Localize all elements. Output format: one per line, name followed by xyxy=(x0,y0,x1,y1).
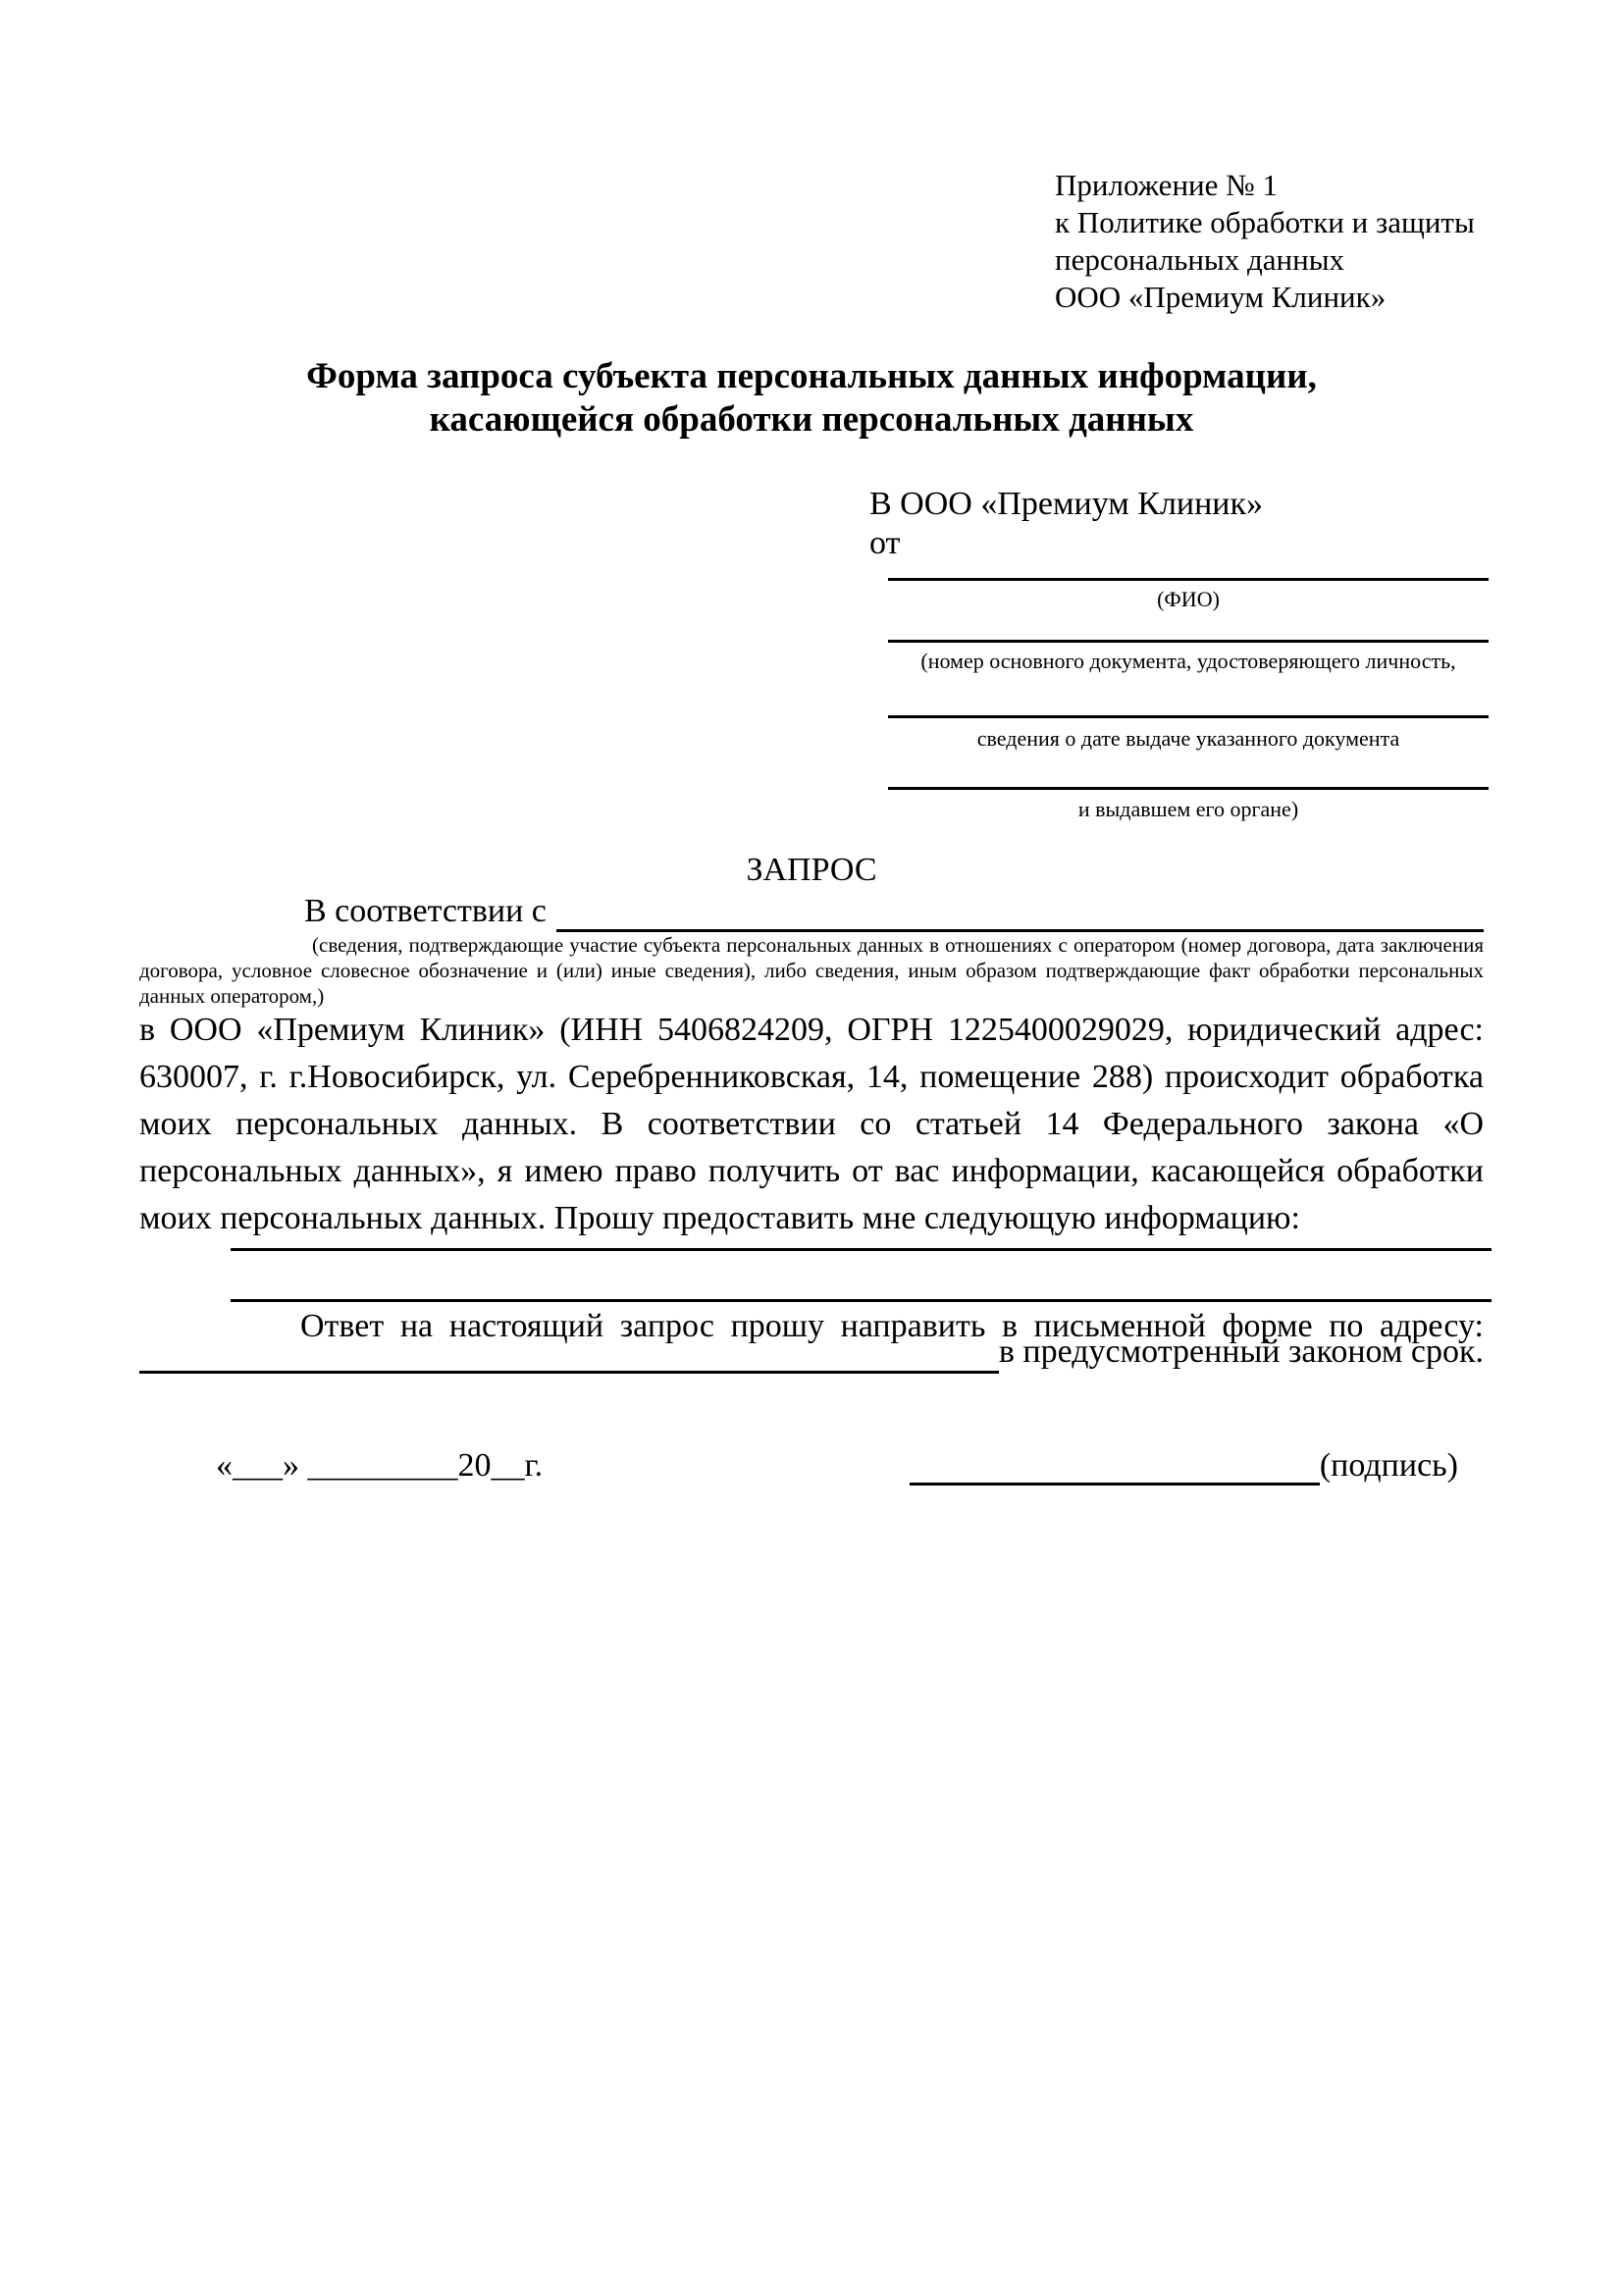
issue-date-fill-line xyxy=(888,715,1489,718)
accordance-row xyxy=(139,891,1484,932)
title-line-1: Форма запроса субъекта персональных данных информации, xyxy=(306,356,1317,396)
request-heading: ЗАПРОС xyxy=(746,852,877,888)
fio-fill-line xyxy=(888,578,1489,581)
request-body-paragraph: в ООО «Премиум Клиник» (ИНН 5406824209, ОГРН 1225400029029, юридический адрес: 630007, г. г.Новосибирск, ул. Серебренниковская, 14, помещение 288) происходит обработка моих персональных данных. В соответствии со статьей 14 Федерального закона «О персональных данных», я имею право получить от вас информации, касающейся обработки моих персональных данных. Прошу предоставить мне следующую информацию: xyxy=(139,1012,1484,1236)
signature-block xyxy=(910,1446,1458,1486)
appendix-line: персональных данных xyxy=(1055,242,1345,277)
appendix-block xyxy=(1055,167,1475,316)
info-fill-line-2 xyxy=(231,1299,1492,1302)
date-fill-text: «___» _________20__г. xyxy=(216,1447,544,1484)
addressee-block xyxy=(869,485,1263,563)
document-title xyxy=(139,355,1484,442)
signature-caption: (подпись) xyxy=(1319,1447,1458,1484)
issuer-fill-line xyxy=(888,787,1489,790)
reply-tail-text: в предусмотренный законом срок. xyxy=(998,1333,1484,1370)
accordance-fill-line xyxy=(556,892,1484,932)
reply-address-fill-line xyxy=(139,1333,999,1374)
accordance-note: (сведения, подтверждающие участие субъекта персональных данных в отношениях с оператором (номер договора, дата заключения договора, условное словесное обозначение и (или) иные сведения), либо сведения, иным образом подтверждающие факт обработки персональных данных оператором,) xyxy=(139,933,1484,1008)
id-doc-fill-line xyxy=(888,640,1489,643)
reply-tail-row xyxy=(139,1331,1484,1374)
title-line-2: касающейся обработки персональных данных xyxy=(429,399,1194,440)
fio-caption: (ФИО) xyxy=(1157,587,1220,611)
info-fill-line-1 xyxy=(231,1248,1492,1251)
addressee-from-label: от xyxy=(869,525,901,561)
appendix-line: Приложение № 1 xyxy=(1055,168,1278,202)
appendix-line: ООО «Премиум Клиник» xyxy=(1055,280,1387,314)
id-doc-caption: (номер основного документа, удостоверяющего личность, xyxy=(920,649,1456,673)
issue-date-caption: сведения о дате выдаче указанного документа xyxy=(976,726,1400,751)
reply-request-paragraph: Ответ на настоящий запрос прошу направить в письменной форме по адресу: xyxy=(300,1308,1484,1344)
signature-fill-line xyxy=(910,1449,1320,1486)
issuer-caption: и выдавшем его органе) xyxy=(1077,797,1299,821)
addressee-to: В ООО «Премиум Клиник» xyxy=(869,486,1264,522)
appendix-line: к Политике обработки и защиты xyxy=(1055,205,1475,239)
accordance-label: В соответствии с xyxy=(304,893,547,929)
signature-row xyxy=(139,1446,1484,1486)
